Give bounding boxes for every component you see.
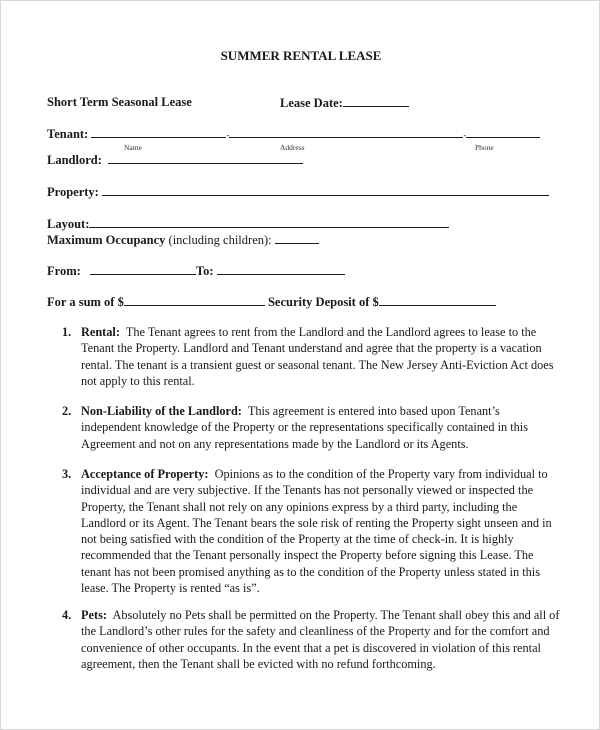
clause-text: This agreement is entered into based upon Tenant’s independent knowledge of the Property or the representations specifically contained in this Agreement and not on any representations made by the Landlord or its Agents. [81, 404, 528, 451]
layout-field [47, 216, 449, 232]
clause-heading: Non-Liability of the Landlord: [81, 404, 242, 418]
deposit-label: Security Deposit of $ [267, 295, 379, 309]
tenant-name-blank[interactable] [91, 126, 226, 138]
clause-number: 2. [62, 404, 72, 418]
sum-blank[interactable] [124, 294, 265, 306]
layout-blank[interactable] [89, 216, 449, 228]
clause-number: 3. [62, 467, 72, 481]
lease-date-label: Lease Date: [280, 96, 343, 110]
deposit-blank[interactable] [379, 294, 496, 306]
clause-text: Absolutely no Pets shall be permitted on the Property. The Tenant shall obey this and all of the Landlord’s other rules for the safety and cleanliness of the Property and for the comfort and convenience of other occupants. In the event that a pet is discovered in violation of this rental agreement, then the Tenant shall be evicted with no refund forthcoming. [81, 608, 560, 671]
from-label: From: [47, 264, 81, 278]
phone-caption: Phone [475, 143, 494, 152]
max-occupancy-note: (including children): [168, 233, 272, 247]
lease-date-field [280, 95, 409, 111]
tenant-address-blank[interactable] [229, 126, 463, 138]
to-blank[interactable] [217, 263, 345, 275]
clause-heading: Rental: [81, 325, 120, 339]
tenant-field [47, 126, 540, 142]
lease-date-blank[interactable] [343, 95, 409, 107]
address-caption: Address [280, 143, 305, 152]
name-caption: Name [124, 143, 142, 152]
date-range-field [47, 263, 345, 279]
payment-field [47, 294, 496, 310]
tenant-phone-blank[interactable] [466, 126, 540, 138]
clause-pets [62, 607, 562, 672]
layout-label: Layout: [47, 217, 90, 231]
landlord-label: Landlord: [47, 153, 102, 167]
landlord-field [47, 152, 303, 168]
property-blank[interactable] [102, 184, 549, 196]
clause-number: 1. [62, 325, 72, 339]
lease-subtitle: Short Term Seasonal Lease [47, 95, 192, 109]
tenant-separator: - [226, 130, 230, 140]
max-occupancy-label: Maximum Occupancy [47, 233, 166, 247]
document-title: SUMMER RENTAL LEASE [220, 48, 382, 63]
tenant-separator: - [463, 130, 467, 140]
property-field [47, 184, 549, 200]
clause-heading: Acceptance of Property: [81, 467, 209, 481]
to-label: To: [195, 264, 214, 278]
clause-text: Opinions as to the condition of the Property vary from individual to individual and are very subjective. If the Tenants has not personally viewed or inspected the Property, the Tenant shall not rely on any opinions express by a third party, including the Landlord or its Agent. The Tenant bears the sole risk of renting the Property sight unseen and in not being satisfied with the condition of the Property at the time of check-in. It is highly recommended that the Tenant personally inspect the Property before signing this Lease. The tenant has not been promised anything as to the condition of the Property unless stated in this lease. The Property is rented “as is”. [81, 467, 552, 596]
clause-text: The Tenant agrees to rent from the Landlord and the Landlord agrees to lease to the Tenant the Property. Landlord and Tenant understand and agree that the property is a vacation rental. The tenant is a transient guest or seasonal tenant. The New Jersey Anti-Eviction Act does not apply to this rental. [81, 325, 554, 388]
property-label: Property: [47, 185, 99, 199]
from-blank[interactable] [90, 263, 196, 275]
tenant-label: Tenant: [47, 127, 89, 141]
clause-acceptance [62, 466, 562, 596]
clause-heading: Pets: [81, 608, 107, 622]
max-occupancy-field [47, 232, 319, 248]
sum-label: For a sum of $ [47, 295, 124, 309]
max-occupancy-blank[interactable] [275, 232, 319, 244]
clause-number: 4. [62, 608, 72, 622]
clause-non-liability [62, 403, 562, 452]
clause-rental [62, 324, 562, 389]
landlord-blank[interactable] [108, 152, 303, 164]
